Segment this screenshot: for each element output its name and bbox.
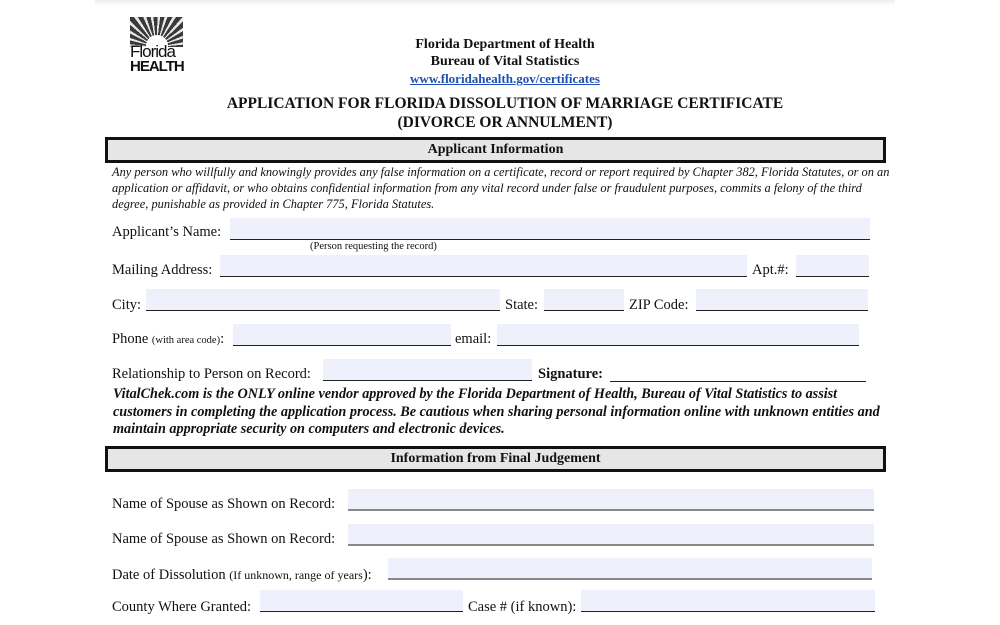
signature-label: Signature: [538,366,603,382]
phone-label [112,331,224,348]
case-number-input[interactable] [581,590,875,612]
section-header-judgement: Information from Final Judgement [105,446,886,472]
spouse2-field[interactable] [348,524,874,546]
zip-input[interactable] [696,289,868,311]
spouse1-input[interactable] [348,489,874,511]
zip-field[interactable] [696,289,868,311]
logo-text-florida: Florida [130,42,175,61]
bureau-name: Bureau of Vital Statistics [430,54,580,69]
phone-label-text: Phone [112,331,149,347]
city-label: City: [112,297,142,313]
email-input[interactable] [497,324,859,346]
dissolution-date-label [112,567,372,584]
spouse2-label: Name of Spouse as Shown on Record: [112,531,336,547]
zip-label: ZIP Code: [629,297,689,313]
applicant-name-field[interactable] [230,218,870,240]
vitalchek-notice: VitalChek.com is the ONLY online vendor approved by the Florida Department of Health, Bureau of Vital Statistics to assist customers in completing the application process. Be cautious when sharing personal information online with unknown entities and maintain appropriate security on computers and electronic devices. [113,386,880,437]
page-top-edge [95,0,895,6]
phone-label-note: (with area code) [151,335,221,346]
city-field[interactable] [146,289,500,311]
website-link[interactable]: www.floridahealth.gov/certificates [410,71,600,86]
state-label: State: [505,297,539,313]
dissolution-date-label-text: Date of Dissolution [112,567,226,583]
dissolution-date-label-note: (If unknown, range of years [229,568,363,582]
spouse1-field[interactable] [348,489,874,511]
county-input[interactable] [260,590,463,612]
dissolution-date-label-close: ): [362,567,372,583]
form-title: APPLICATION FOR FLORIDA DISSOLUTION OF MARRIAGE CERTIFICATE [226,95,784,112]
legal-warning: Any person who willfully and knowingly provides any false information on a certificate, record or report required by Chapter 382, Florida Statutes, or on an application or affidavit, or who obtains confidential information from any vital record under false or fraudulent purposes, commits a felony of the third degree, punishable as provided in Chapter 775, Florida Statutes. [112,165,890,211]
city-input[interactable] [146,289,500,311]
applicant-name-hint: (Person requesting the record) [310,241,437,252]
section-header-applicant: Applicant Information [105,137,886,163]
mailing-address-label: Mailing Address: [112,262,213,278]
applicant-name-input[interactable] [230,218,870,240]
mailing-address-input[interactable] [220,255,747,277]
relationship-field[interactable] [323,359,532,381]
phone-input[interactable] [233,324,451,346]
phone-label-colon: : [220,331,225,347]
form-subtitle: (DIVORCE OR ANNULMENT) [397,114,613,131]
dissolution-date-field[interactable] [388,558,872,580]
signature-line[interactable] [610,381,866,382]
logo-text-health: HEALTH [130,58,184,75]
relationship-label: Relationship to Person on Record: [112,366,311,382]
applicant-name-label: Applicant’s Name: [112,224,222,240]
email-field[interactable] [497,324,859,346]
case-number-field[interactable] [581,590,875,612]
apt-input[interactable] [796,255,869,277]
dissolution-date-input[interactable] [388,558,872,580]
state-input[interactable] [544,289,624,311]
spouse2-input[interactable] [348,524,874,546]
county-field[interactable] [260,590,463,612]
mailing-address-field[interactable] [220,255,747,277]
phone-field[interactable] [233,324,451,346]
apt-field[interactable] [796,255,869,277]
county-label: County Where Granted: [112,599,252,615]
apt-label: Apt.#: [752,262,789,278]
relationship-input[interactable] [323,359,532,381]
spouse1-label: Name of Spouse as Shown on Record: [112,496,336,512]
agency-name: Florida Department of Health [415,37,595,52]
state-field[interactable] [544,289,624,311]
email-label: email: [455,331,492,347]
case-number-label: Case # (if known): [468,599,577,615]
